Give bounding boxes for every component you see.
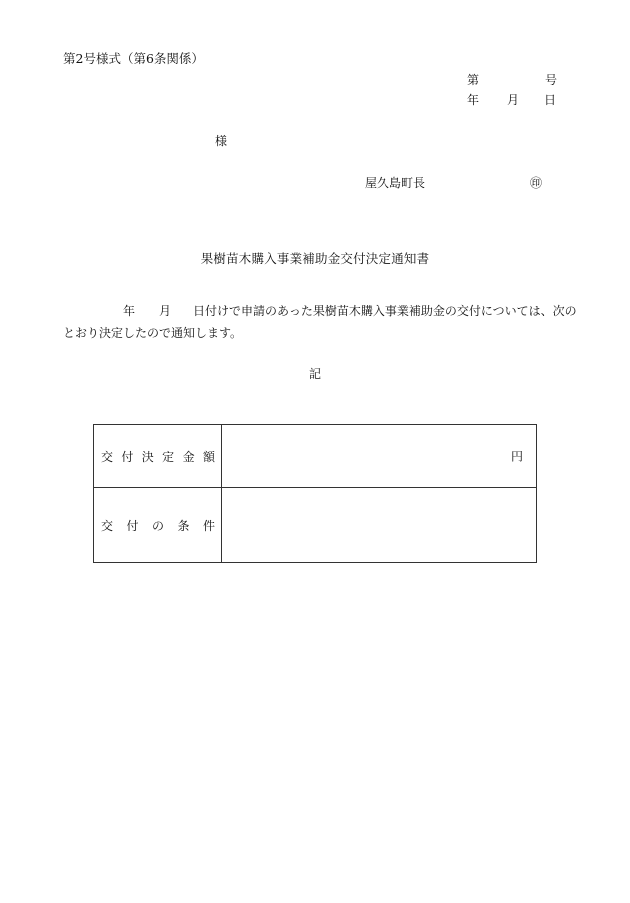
body-year: 年 (123, 304, 136, 318)
body-line-2: とおり決定したので通知します。 (63, 326, 243, 340)
form-label: 第2号様式（第6条関係） (63, 51, 204, 66)
conditions-label-cell (94, 488, 222, 563)
amount-label (94, 448, 221, 465)
number-suffix: 号 (545, 73, 558, 87)
body-text-1: 日付けで申請のあった果樹苗木購入事業補助金の交付については、次の (193, 304, 577, 318)
number-prefix: 第 (467, 73, 480, 87)
label-char: 金 (182, 449, 195, 464)
document-title: 果樹苗木購入事業補助金交付決定通知書 (200, 251, 430, 266)
conditions-value-cell[interactable] (222, 488, 537, 563)
label-char: 交 (101, 449, 114, 464)
label-char: の (151, 518, 164, 533)
label-char: 件 (202, 518, 215, 533)
conditions-label (94, 517, 221, 534)
label-char: 決 (141, 449, 154, 464)
amount-label-cell (94, 425, 222, 488)
label-char: 条 (177, 518, 190, 533)
issuer-name: 屋久島町長 (365, 176, 426, 190)
ki-heading: 記 (308, 367, 321, 381)
amount-value-cell[interactable] (222, 425, 537, 488)
date-day: 日 (544, 93, 557, 107)
label-char: 額 (202, 449, 215, 464)
table-row (94, 425, 537, 488)
date-year: 年 (467, 93, 480, 107)
body-month: 月 (159, 304, 172, 318)
seal-mark: ㊞ (530, 176, 543, 190)
details-table (93, 424, 537, 563)
addressee-honorific: 様 (215, 134, 228, 148)
label-char: 定 (162, 449, 175, 464)
label-char: 付 (126, 518, 139, 533)
table-row (94, 488, 537, 563)
label-char: 交 (101, 518, 114, 533)
date-month: 月 (507, 93, 520, 107)
label-char: 付 (121, 449, 134, 464)
yen-unit: 円 (510, 449, 523, 464)
